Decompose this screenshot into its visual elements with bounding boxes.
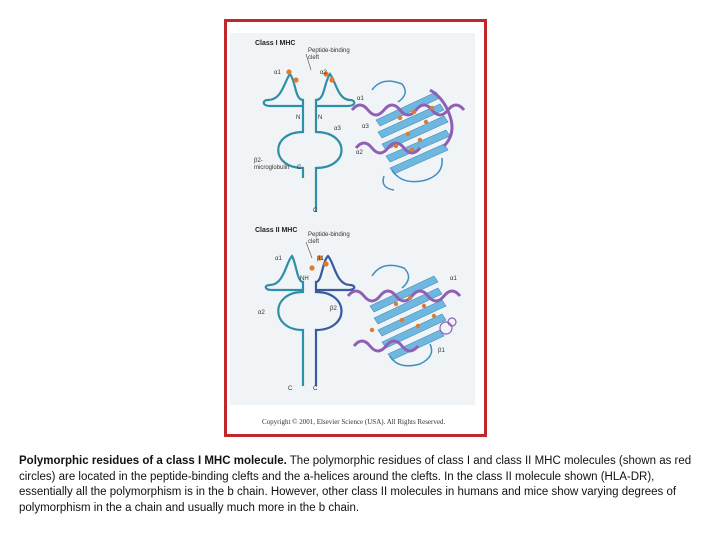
class1-schematic <box>264 54 355 212</box>
class1-alpha1-label: α1 <box>274 70 281 76</box>
class2-beta2-label: β2 <box>330 306 337 312</box>
class1-c-left: C <box>297 165 302 171</box>
class2-alpha-chain <box>270 256 303 386</box>
class2-nh-label: NH <box>300 276 309 282</box>
polymorphic-residue <box>323 261 328 266</box>
polymorphic-residue <box>293 77 298 82</box>
class1-b2m-label: β2- microglobulin <box>254 158 290 171</box>
class1-c-bottom: C <box>313 208 318 214</box>
class1-alpha3-domain <box>316 126 342 212</box>
class1-cleft-label: Peptide-binding cleft <box>308 48 350 61</box>
class1-n-left: N <box>296 115 301 121</box>
class2-beta1-label: β1 <box>317 256 324 262</box>
class2-cleft-label: Peptide-binding cleft <box>308 232 350 245</box>
caption-title: Polymorphic residues of a class I MHC molecule. <box>19 455 287 467</box>
class2-alpha2-label: α2 <box>258 310 265 316</box>
copyright-notice: Copyright © 2001, Elsevier Science (USA). All Rights Reserved. <box>262 418 446 426</box>
class2-struct-beta1: β1 <box>438 348 445 354</box>
class1-alpha2-label: α2 <box>320 70 327 76</box>
figure-caption <box>19 454 709 516</box>
class1-struct-alpha2: α2 <box>356 150 363 156</box>
class1-ribbon-structure <box>352 81 464 190</box>
class1-struct-alpha3: α3 <box>362 124 369 130</box>
class2-alpha1-label: α1 <box>275 256 282 262</box>
class1-struct-alpha1: α1 <box>357 96 364 102</box>
class2-beta-chain <box>316 256 350 386</box>
caption-body: The polymorphic residues of class I and class II MHC molecules (shown as red circles) are located in the peptide-binding clefts and the a-helices around the clefts. In the class II molecule shown (HLA-DR), essentially all the polymorphism is in the b chain. However, other class II molecules in humans and mice show varying degrees of polymorphism in the a chain and usually much more in the b chain. <box>19 455 692 514</box>
polymorphic-residue <box>309 265 314 270</box>
class2-c-right: C <box>313 386 318 392</box>
class1-title: Class I MHC <box>255 40 296 47</box>
class1-alpha3-label: α3 <box>334 126 341 132</box>
class2-schematic <box>266 242 355 386</box>
polymorphic-residue <box>329 77 334 82</box>
class2-title: Class II MHC <box>255 227 298 234</box>
class1-n-right: N <box>318 115 323 121</box>
polymorphic-residue <box>286 69 291 74</box>
class2-c-left: C <box>288 386 293 392</box>
class2-struct-alpha1: α1 <box>450 276 457 282</box>
